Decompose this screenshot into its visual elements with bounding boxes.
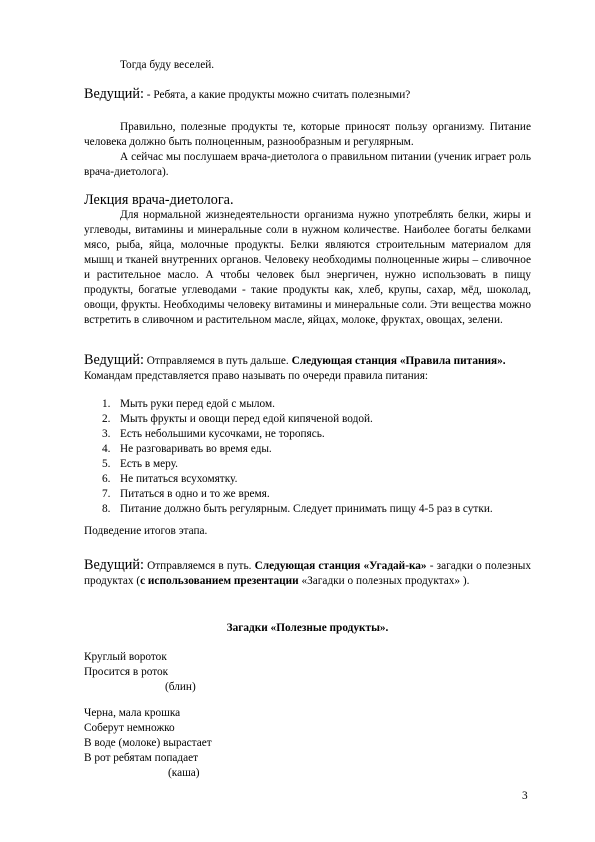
rule-text: Есть в меру.: [120, 458, 178, 470]
presentation-note: с использованием презентации: [140, 575, 299, 587]
riddle-line: Черна, мала крошка: [84, 707, 181, 719]
riddle-line: В воде (молоке) вырастает: [84, 737, 212, 749]
rule-text: Есть небольшими кусочками, не торопясь.: [120, 428, 325, 440]
rules-list-block: [84, 397, 531, 517]
rule-text: Питание должно быть регулярным. Следует принимать пищу 4-5 раз в сутки.: [120, 503, 493, 515]
host-rules-text: Отправляемся в путь дальше.: [146, 355, 289, 367]
riddle-line: В рот ребятам попадает: [84, 752, 199, 764]
rule-item: [84, 472, 531, 487]
station-rules-title: Следующая станция «Правила питания».: [291, 355, 506, 367]
host-riddles-text1: Отправляемся в путь.: [147, 560, 252, 572]
useful-products-paragraph: [84, 120, 531, 180]
riddle-line: Соберут немножко: [84, 722, 175, 734]
rule-text: Мыть фрукты и овощи перед едой кипяченой водой.: [120, 413, 373, 425]
host-rules-intro: [84, 353, 531, 384]
rule-item: [84, 427, 531, 442]
host-question-1: [84, 87, 531, 103]
host-rules-line2: Командам представляется право называть по очереди правила питания:: [84, 370, 429, 382]
riddle-line: Круглый вороток: [84, 651, 167, 663]
rule-number: 1.: [102, 398, 111, 410]
rule-text: Питаться в одно и то же время.: [120, 488, 270, 500]
riddle-1: [84, 650, 531, 695]
riddle-line: Просится в роток: [84, 666, 169, 678]
rule-number: 2.: [102, 413, 111, 425]
rule-item: [84, 487, 531, 502]
rule-number: 3.: [102, 428, 111, 440]
rule-number: 7.: [102, 488, 111, 500]
riddle-answer: (блин): [165, 681, 196, 693]
speaker-label: Ведущий:: [84, 557, 144, 573]
speaker-label: Ведущий:: [84, 352, 144, 368]
intro-line: Тогда буду веселей.: [120, 59, 215, 71]
summary-block: [84, 524, 531, 539]
rule-text: Не питаться всухомятку.: [120, 473, 238, 485]
speaker-label: Ведущий:: [84, 86, 144, 102]
rule-number: 5.: [102, 458, 111, 470]
riddle-answer: (каша): [168, 767, 200, 779]
host-riddles-intro: [84, 558, 531, 589]
rule-text: Не разговаривать во время еды.: [120, 443, 272, 455]
rule-item: [84, 502, 531, 517]
useful-products-text: Правильно, полезные продукты те, которые приносят пользу организму. Питание человека должно быть полноценным, разнообразным и регулярным.: [84, 121, 531, 148]
intro-line-block: [84, 58, 531, 73]
lecture-text: Для нормальной жизнедеятельности организма нужно употреблять белки, жиры и углеводы, витамины и минеральные соли в нужном количестве. Наиболее богаты белками мясо, рыба, яйца, молочные продукты. Белки являются строительным материалом для мышц и тканей внутренних органов. Человеку необходимы полноценные жиры – сливочное и растительное масло. А чтобы человек был энергичен, нужно использовать в пищу продукты, богатые углеводами - такие продукты как, хлеб, крупы, сахар, мёд, шоколад, овощи, фрукты. Необходимы человеку витамины и минеральные соли. Эти вещества можно встретить в сливочном и растительном масле, яйцах, молоке, фруктах, овощах, зелени.: [84, 209, 531, 326]
stage-summary: Подведение итогов этапа.: [84, 525, 208, 537]
rule-item: [84, 457, 531, 472]
page-number: 3: [522, 790, 528, 802]
riddles-title: Загадки «Полезные продукты».: [226, 622, 389, 634]
rule-number: 4.: [102, 443, 111, 455]
station-riddles-title: Следующая станция «Угадай-ка»: [254, 560, 427, 572]
rule-item: [84, 397, 531, 412]
riddles-title-block: [84, 621, 531, 636]
rule-item: [84, 442, 531, 457]
rules-list: [84, 397, 531, 517]
dietitian-intro-text: А сейчас мы послушаем врача-диетолога о правильном питании (ученик играет роль врача-диетолога).: [84, 151, 531, 178]
lecture-title: Лекция врача-диетолога.: [84, 192, 234, 208]
rule-number: 8.: [102, 503, 111, 515]
host-riddles-text2: - загадки о полезных продуктах (: [84, 560, 532, 587]
rule-number: 6.: [102, 473, 111, 485]
rule-text: Мыть руки перед едой с мылом.: [120, 398, 275, 410]
host-question-1-text: - Ребята, а какие продукты можно считать полезными?: [146, 89, 411, 101]
riddle-2: [84, 706, 531, 781]
lecture-section: [84, 193, 531, 328]
rule-item: [84, 412, 531, 427]
host-riddles-text3: «Загадки о полезных продуктах» ).: [301, 575, 470, 587]
